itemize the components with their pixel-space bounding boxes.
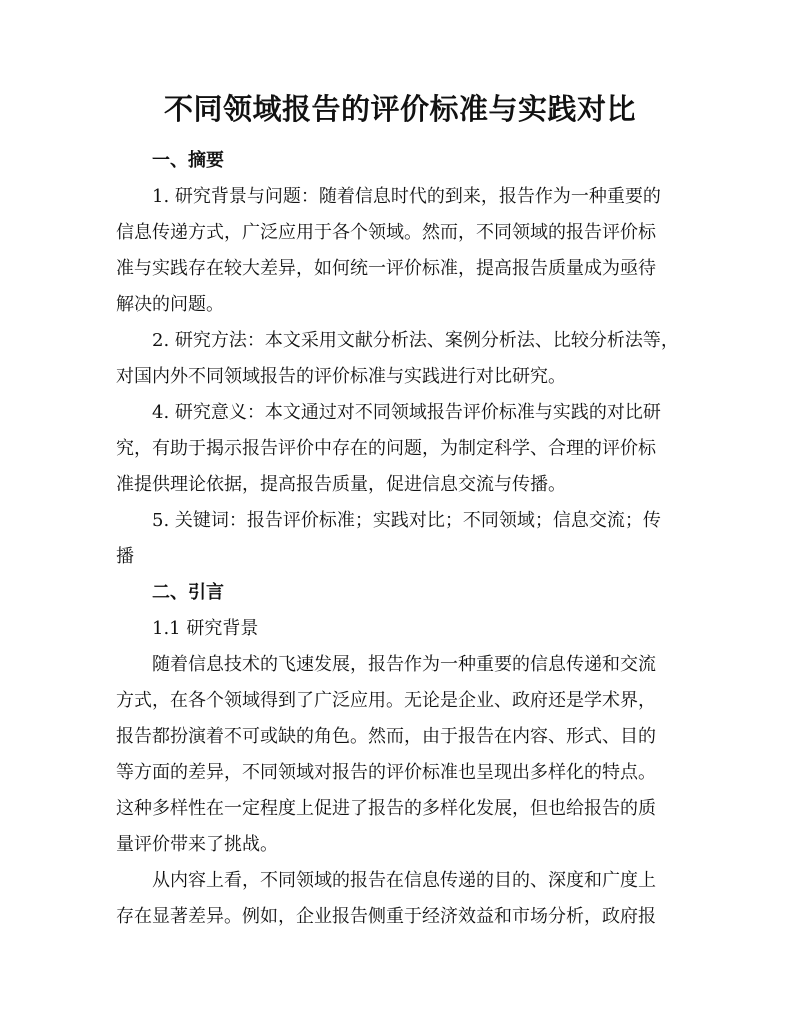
paragraph-line: 解决的问题。 [116, 294, 224, 315]
paragraph-line: 准与实践存在较大差异，如何统一评价标准，提高报告质量成为亟待 [116, 258, 656, 279]
paragraph-line: 等方面的差异，不同领域对报告的评价标准也呈现出多样化的特点。 [116, 762, 656, 783]
paragraph-line: 1. 研究背景与问题：随着信息时代的到来，报告作为一种重要的 [152, 186, 661, 207]
paragraph-line: 量评价带来了挑战。 [116, 834, 278, 855]
paragraph-line: 报告都扮演着不可或缺的角色。然而，由于报告在内容、形式、目的 [116, 726, 656, 747]
paragraph-line: 存在显著差异。例如，企业报告侧重于经济效益和市场分析，政府报 [116, 906, 656, 927]
paragraph-line: 信息传递方式，广泛应用于各个领域。然而，不同领域的报告评价标 [116, 222, 656, 243]
paragraph-line: 究，有助于揭示报告评价中存在的问题，为制定科学、合理的评价标 [116, 438, 656, 459]
section-heading-introduction: 二、引言 [152, 582, 224, 603]
paragraph-line: 准提供理论依据，提高报告质量，促进信息交流与传播。 [116, 474, 566, 495]
section-heading-abstract: 一、摘要 [152, 150, 224, 171]
paragraph-line: 这种多样性在一定程度上促进了报告的多样化发展，但也给报告的质 [116, 798, 656, 819]
paragraph-line: 方式，在各个领域得到了广泛应用。无论是企业、政府还是学术界， [116, 690, 656, 711]
document-title: 不同领域报告的评价标准与实践对比 [163, 92, 636, 126]
paragraph-line: 随着信息技术的飞速发展，报告作为一种重要的信息传递和交流 [152, 654, 656, 675]
paragraph-line: 5. 关键词：报告评价标准；实践对比；不同领域；信息交流；传 [152, 510, 661, 531]
paragraph-line: 播 [116, 546, 134, 567]
paragraph-line: 4. 研究意义：本文通过对不同领域报告评价标准与实践的对比研 [152, 402, 661, 423]
subsection-heading: 1.1 研究背景 [152, 618, 259, 639]
paragraph-line: 2. 研究方法：本文采用文献分析法、案例分析法、比较分析法等， [152, 330, 679, 351]
paragraph-line: 从内容上看，不同领域的报告在信息传递的目的、深度和广度上 [152, 870, 656, 891]
paragraph-line: 对国内外不同领域报告的评价标准与实践进行对比研究。 [116, 366, 566, 387]
